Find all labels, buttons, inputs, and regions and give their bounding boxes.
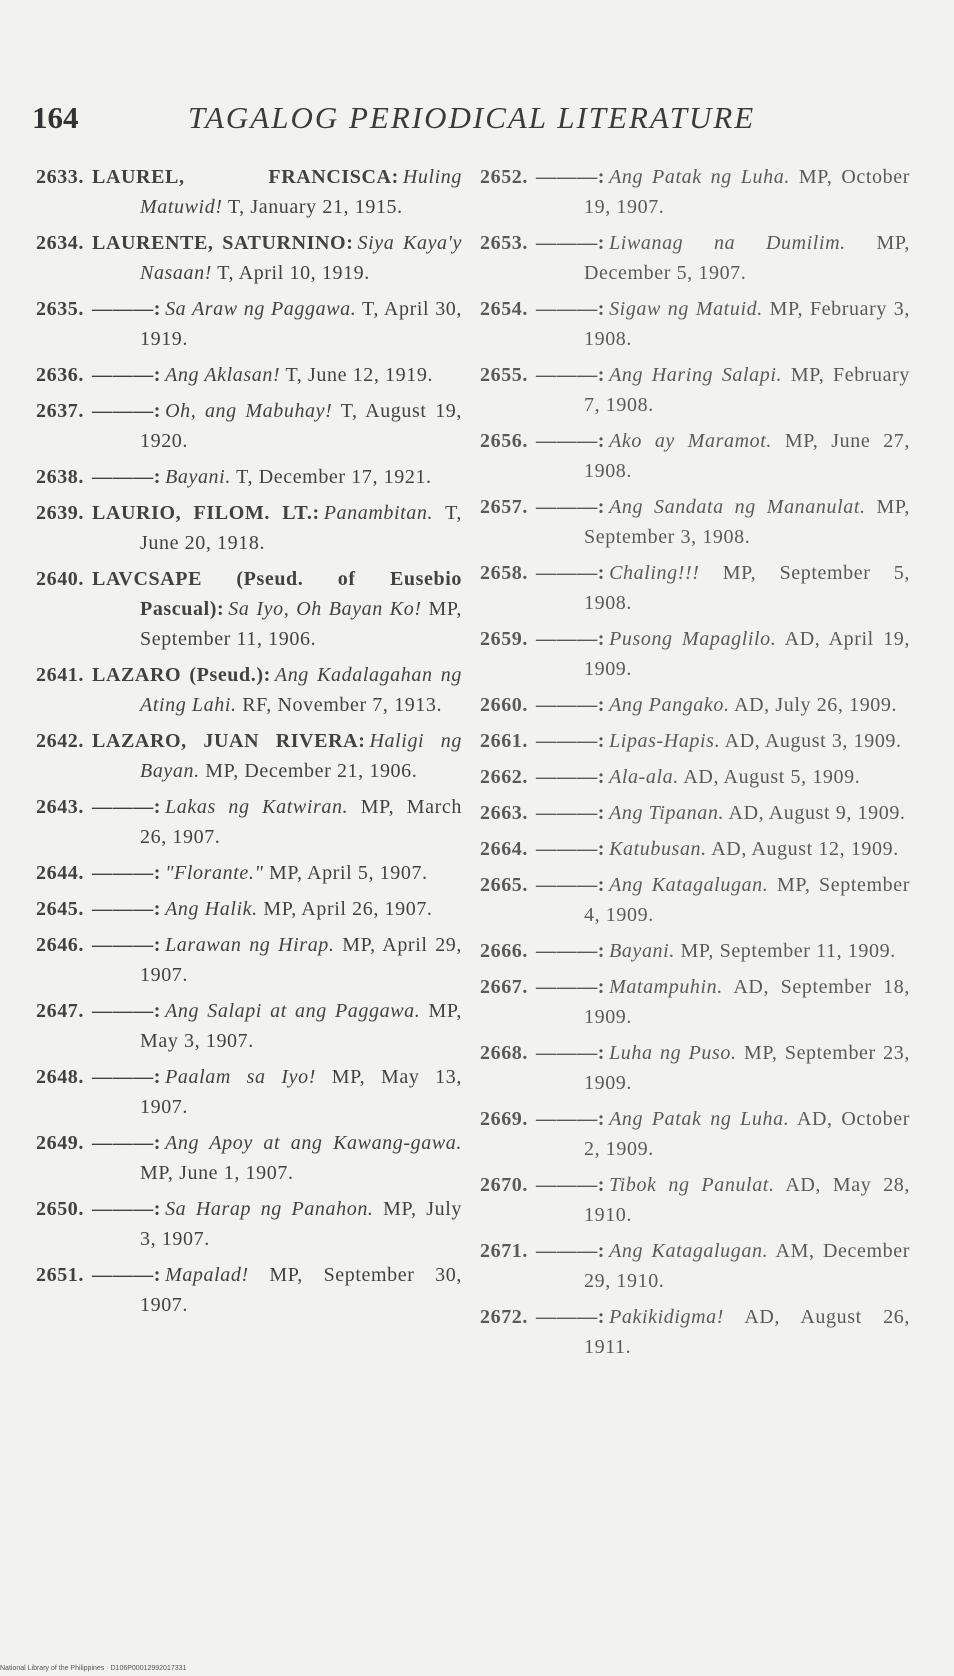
entry-number: 2643. [36, 796, 84, 818]
entry-citation: MP, September 23, 1909. [584, 1042, 910, 1094]
entry-author: LAUREL, FRANCISCA: [92, 166, 399, 188]
entry-title: Matampuhin. [609, 976, 723, 998]
entry-title: Ang Pangako. [609, 694, 730, 716]
entry-title: Paalam sa Iyo! [165, 1066, 316, 1088]
entry-author: ———: [536, 166, 606, 188]
bibliography-entry [480, 834, 910, 864]
entry-number: 2669. [480, 1108, 528, 1130]
entry-author: ———: [536, 1306, 606, 1328]
bibliography-entry [36, 498, 462, 558]
bibliography-entry [36, 894, 462, 924]
entry-author: ———: [536, 1240, 606, 1262]
entry-author: ———: [92, 466, 162, 488]
entry-citation: T, January 21, 1915. [222, 196, 403, 218]
bibliography-entry [36, 660, 462, 720]
entry-title: "Florante." [165, 862, 264, 884]
bibliography-entry [480, 762, 910, 792]
entry-author: ———: [536, 874, 606, 896]
entry-number: 2663. [480, 802, 528, 824]
entry-number: 2652. [480, 166, 528, 188]
bibliography-entry [480, 624, 910, 684]
entry-number: 2666. [480, 940, 528, 962]
entry-title: Ang Kadalagahan ng Ating Lahi. [140, 664, 462, 716]
entry-title: Haligi ng Bayan. [140, 730, 463, 782]
entry-citation: T, June 12, 1919. [280, 364, 434, 386]
bibliography-entry [36, 726, 462, 786]
entry-title: Huling Matuwid! [140, 166, 462, 218]
entry-number: 2645. [36, 898, 84, 920]
bibliography-entry [36, 360, 462, 390]
bibliography-entry [36, 564, 462, 654]
entry-citation: MP, February 3, 1908. [584, 298, 910, 350]
bibliography-entry [36, 1260, 462, 1320]
entry-citation: AD, August 5, 1909. [678, 766, 861, 788]
entry-author: ———: [536, 232, 606, 254]
entry-title: Larawan ng Hirap. [165, 934, 335, 956]
entry-citation: MP, April 5, 1907. [263, 862, 428, 884]
entry-author: ———: [536, 976, 606, 998]
entry-citation: AD, August 9, 1909. [724, 802, 906, 824]
entry-citation: MP, June 1, 1907. [140, 1162, 294, 1184]
bibliography-entry [36, 162, 462, 222]
entry-title: Sigaw ng Matuid. [609, 298, 763, 320]
entry-citation: AD, May 28, 1910. [584, 1174, 910, 1226]
bibliography-entry [36, 1194, 462, 1254]
bibliography-entry [480, 1236, 910, 1296]
entry-title: Liwanag na Dumilim. [609, 232, 846, 254]
entry-author: ———: [92, 796, 162, 818]
entry-citation: AD, October 2, 1909. [584, 1108, 910, 1160]
entry-citation: MP, September 3, 1908. [584, 496, 911, 548]
entry-citation: AD, September 18, 1909. [584, 976, 910, 1028]
entry-number: 2641. [36, 664, 84, 686]
entry-title: Ang Katagalugan. [609, 874, 769, 896]
entry-number: 2647. [36, 1000, 84, 1022]
entry-citation: MP, July 3, 1907. [140, 1198, 462, 1250]
bibliography-entry [36, 996, 462, 1056]
entry-citation: T, April 10, 1919. [211, 262, 370, 284]
bibliography-entry [480, 1038, 910, 1098]
entry-title: Chaling!!! [609, 562, 700, 584]
entry-author: ———: [92, 364, 162, 386]
entry-number: 2644. [36, 862, 84, 884]
bibliography-entry [480, 1302, 910, 1362]
entry-number: 2661. [480, 730, 528, 752]
entry-title: Sa Araw ng Paggawa. [165, 298, 357, 320]
entry-title: Ako ay Maramot. [609, 430, 773, 452]
entry-citation: AD, July 26, 1909. [729, 694, 898, 716]
entry-citation: MP, September 5, 1908. [584, 562, 910, 614]
entry-title: Ang Aklasan! [165, 364, 281, 386]
entry-author: ———: [92, 298, 162, 320]
entry-number: 2642. [36, 730, 84, 752]
entry-citation: MP, October 19, 1907. [584, 166, 910, 218]
entry-citation: T, June 20, 1918. [140, 502, 462, 554]
entry-number: 2657. [480, 496, 528, 518]
entry-title: Sa Iyo, Oh Bayan Ko! [228, 598, 422, 620]
entry-author: ———: [92, 1000, 162, 1022]
entry-author: ———: [536, 430, 606, 452]
entry-author: ———: [92, 1198, 162, 1220]
entry-author: ———: [92, 862, 162, 884]
entry-author: ———: [536, 628, 606, 650]
entry-citation: MP, September 11, 1906. [140, 598, 462, 650]
entry-title: Lipas-Hapis. [609, 730, 721, 752]
entry-title: Ang Apoy at ang Kawang-gawa. [165, 1132, 462, 1154]
entry-title: Ala-ala. [609, 766, 679, 788]
entry-author: ———: [536, 802, 606, 824]
bibliography-entry [480, 972, 910, 1032]
entry-title: Katubusan. [609, 838, 707, 860]
entry-number: 2665. [480, 874, 528, 896]
bibliography-entry [36, 792, 462, 852]
entry-number: 2653. [480, 232, 528, 254]
page-header [32, 100, 922, 144]
bibliography-entry [36, 1062, 462, 1122]
entry-title: Bayani. [609, 940, 675, 962]
entry-title: Mapalad! [165, 1264, 249, 1286]
bibliography-entry [480, 936, 910, 966]
entry-title: Lakas ng Katwiran. [165, 796, 349, 818]
entry-author: ———: [536, 766, 606, 788]
entry-number: 2671. [480, 1240, 528, 1262]
entry-author: LAZARO (Pseud.): [92, 664, 271, 686]
entry-number: 2646. [36, 934, 84, 956]
entry-number: 2654. [480, 298, 528, 320]
entry-citation: AD, August 3, 1909. [720, 730, 902, 752]
bibliography-entry [480, 870, 910, 930]
entry-citation: MP, May 13, 1907. [140, 1066, 462, 1118]
entry-author: ———: [92, 1264, 162, 1286]
entry-author: ———: [536, 694, 606, 716]
entry-author: ———: [92, 1132, 162, 1154]
entry-citation: MP, May 3, 1907. [140, 1000, 462, 1052]
bibliography-entry [480, 1170, 910, 1230]
entry-title: Ang Sandata ng Mananulat. [609, 496, 866, 518]
entry-title: Ang Patak ng Luha. [609, 1108, 790, 1130]
entry-author: ———: [536, 364, 606, 386]
entry-title: Oh, ang Mabuhay! [165, 400, 333, 422]
entry-author: ———: [536, 1042, 606, 1064]
page-number: 164 [32, 100, 79, 135]
entry-author: LAZARO, JUAN RIVERA: [92, 730, 366, 752]
entry-number: 2672. [480, 1306, 528, 1328]
entry-citation: T, December 17, 1921. [230, 466, 432, 488]
left-column [36, 162, 462, 1326]
entry-number: 2638. [36, 466, 84, 488]
entry-title: Ang Katagalugan. [609, 1240, 769, 1262]
entry-citation: AM, December 29, 1910. [584, 1240, 910, 1292]
entry-citation: MP, September 11, 1909. [674, 940, 896, 962]
entry-title: Ang Patak ng Luha. [609, 166, 790, 188]
bibliography-entry [36, 462, 462, 492]
entry-number: 2640. [36, 568, 84, 590]
entry-citation: MP, December 21, 1906. [199, 760, 418, 782]
entry-author: LAURENTE, SATURNINO: [92, 232, 354, 254]
entry-number: 2636. [36, 364, 84, 386]
entry-number: 2668. [480, 1042, 528, 1064]
entry-citation: MP, June 27, 1908. [584, 430, 910, 482]
entry-title: Bayani. [165, 466, 231, 488]
bibliography-entry [480, 162, 910, 222]
bibliography-entry [480, 726, 910, 756]
bibliography-entry [36, 228, 462, 288]
bibliography-entry [480, 360, 910, 420]
entry-number: 2635. [36, 298, 84, 320]
entry-citation: AD, August 26, 1911. [584, 1306, 910, 1358]
bibliography-entry [36, 294, 462, 354]
entry-title: Tibok ng Panulat. [609, 1174, 775, 1196]
entry-author: ———: [536, 838, 606, 860]
entry-citation: AD, August 12, 1909. [706, 838, 899, 860]
entry-author: ———: [536, 940, 606, 962]
entry-citation: T, April 30, 1919. [140, 298, 462, 350]
bibliography-entry [480, 798, 910, 828]
entry-author: LAVCSAPE (Pseud. of Eusebio Pascual): [92, 568, 462, 620]
entry-citation: MP, April 29, 1907. [140, 934, 463, 986]
right-column [480, 162, 910, 1368]
entry-number: 2649. [36, 1132, 84, 1154]
entry-citation: MP, April 26, 1907. [257, 898, 433, 920]
bibliography-entry [480, 690, 910, 720]
entry-title: Ang Haring Salapi. [609, 364, 783, 386]
bibliography-entry [480, 558, 910, 618]
entry-author: ———: [536, 298, 606, 320]
entry-citation: RF, November 7, 1913. [236, 694, 443, 716]
entry-citation: MP, December 5, 1907. [584, 232, 910, 284]
entry-title: Sa Harap ng Panahon. [165, 1198, 374, 1220]
running-title: TAGALOG PERIODICAL LITERATURE [188, 100, 756, 135]
entry-number: 2639. [36, 502, 84, 524]
entry-number: 2655. [480, 364, 528, 386]
entry-title: Panambitan. [323, 502, 434, 524]
entry-number: 2658. [480, 562, 528, 584]
entry-citation: MP, September 4, 1909. [584, 874, 910, 926]
bibliography-entry [480, 294, 910, 354]
entry-author: ———: [536, 1174, 606, 1196]
entry-number: 2662. [480, 766, 528, 788]
entry-number: 2634. [36, 232, 84, 254]
entry-title: Luha ng Puso. [609, 1042, 737, 1064]
entry-author: ———: [536, 1108, 606, 1130]
entry-title: Ang Tipanan. [609, 802, 725, 824]
bibliography-entry [480, 1104, 910, 1164]
entry-author: ———: [536, 730, 606, 752]
bibliography-entry [36, 396, 462, 456]
entry-number: 2664. [480, 838, 528, 860]
entry-number: 2633. [36, 166, 84, 188]
entry-title: Pakikidigma! [609, 1306, 725, 1328]
entry-author: ———: [92, 934, 162, 956]
entry-number: 2659. [480, 628, 528, 650]
bibliography-entry [36, 1128, 462, 1188]
entry-author: ———: [536, 496, 606, 518]
entry-number: 2670. [480, 1174, 528, 1196]
entry-citation: MP, March 26, 1907. [140, 796, 462, 848]
entry-title: Ang Salapi at ang Paggawa. [165, 1000, 421, 1022]
entry-author: ———: [92, 1066, 162, 1088]
entry-author: ———: [92, 400, 162, 422]
entry-title: Siya Kaya'y Nasaan! [140, 232, 463, 284]
entry-title: Pusong Mapaglilo. [609, 628, 777, 650]
bibliography-entry [36, 930, 462, 990]
footer-text: National Library of the Philippines · D106P00012992017331 [0, 1665, 187, 1672]
entry-number: 2637. [36, 400, 84, 422]
entry-number: 2660. [480, 694, 528, 716]
entry-author: ———: [92, 898, 162, 920]
entry-number: 2651. [36, 1264, 84, 1286]
entry-author: ———: [536, 562, 606, 584]
entry-citation: T, August 19, 1920. [140, 400, 462, 452]
entry-number: 2656. [480, 430, 528, 452]
entry-number: 2667. [480, 976, 528, 998]
entry-number: 2650. [36, 1198, 84, 1220]
bibliography-entry [480, 492, 910, 552]
entry-citation: MP, September 30, 1907. [140, 1264, 462, 1316]
bibliography-entry [480, 228, 910, 288]
entry-citation: AD, April 19, 1909. [584, 628, 911, 680]
entry-citation: MP, February 7, 1908. [584, 364, 910, 416]
entry-number: 2648. [36, 1066, 84, 1088]
bibliography-entry [36, 858, 462, 888]
entry-title: Ang Halik. [165, 898, 258, 920]
bibliography-entry [480, 426, 910, 486]
entry-author: LAURIO, FILOM. LT.: [92, 502, 320, 524]
